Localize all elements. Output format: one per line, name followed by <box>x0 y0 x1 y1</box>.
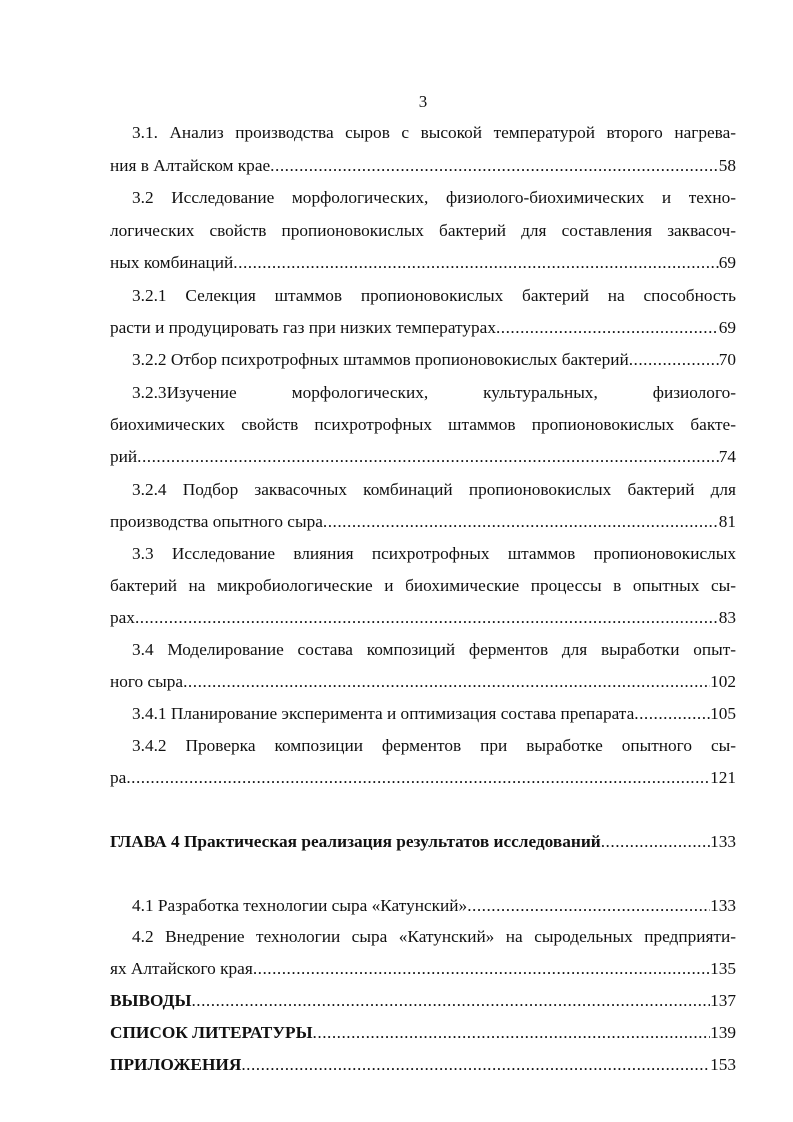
toc-line: биохимических свойств психротрофных штаммов пропионовокислых бакте- <box>110 415 736 434</box>
page-number: 3 <box>418 92 428 111</box>
leader-dots <box>253 957 710 981</box>
toc-line: 3.1. Анализ производства сыров с высокой температурой второго нагрева- <box>132 123 736 142</box>
toc-page-number: 153 <box>710 1055 736 1074</box>
toc-line: бактерий на микробиологические и биохимические процессы в опытных сы- <box>110 576 736 595</box>
leader-dots <box>137 445 719 469</box>
toc-page-number: 121 <box>710 768 736 787</box>
toc-entry-text: 3.4.1 Планирование эксперимента и оптимизация состава препарата <box>132 704 635 723</box>
toc-line: 3.4.2 Проверка композиции ферментов при выработке опытного сы- <box>132 736 736 755</box>
toc-page-number: 139 <box>710 1023 736 1042</box>
toc-entry-text: ях Алтайского края <box>110 959 253 978</box>
toc-entry-text: ного сыра <box>110 672 184 691</box>
toc-line: 4.2 Внедрение технологии сыра «Катунский» на сыродельных предприяти- <box>132 927 736 946</box>
toc-entry[interactable] <box>110 316 736 340</box>
toc-entry-text: ра <box>110 768 127 787</box>
leader-dots <box>135 606 719 630</box>
leader-dots <box>241 1053 710 1077</box>
section-entry-appendices[interactable] <box>110 1053 736 1077</box>
leader-dots <box>270 154 719 178</box>
toc-page-number: 69 <box>718 318 736 337</box>
leader-dots <box>601 830 710 854</box>
section-entry-conclusions[interactable] <box>110 989 736 1013</box>
toc-page-number: 83 <box>718 608 736 627</box>
toc-page-number: 70 <box>718 350 736 369</box>
toc-entry[interactable] <box>110 510 736 534</box>
toc-line: логических свойств пропионовокислых бактерий для составления заквасоч- <box>110 221 736 240</box>
leader-dots <box>313 1021 711 1045</box>
leader-dots <box>496 316 719 340</box>
toc-entry[interactable] <box>110 348 736 372</box>
leader-dots <box>191 989 710 1013</box>
toc-line: 3.2.4 Подбор заквасочных комбинаций пропионовокислых бактерий для <box>132 480 736 499</box>
leader-dots <box>467 894 710 918</box>
chapter-title: ГЛАВА 4 Практическая реализация результатов исследований <box>110 832 601 851</box>
toc-entry[interactable] <box>110 670 736 694</box>
toc-entry-text: рах <box>110 608 135 627</box>
toc-page-number: 58 <box>718 156 736 175</box>
toc-entry[interactable] <box>110 154 736 178</box>
toc-line: 3.2 Исследование морфологических, физиолого-биохимических и техно- <box>132 188 736 207</box>
toc-entry-text: производства опытного сыра <box>110 512 323 531</box>
toc-entry-text: расти и продуцировать газ при низких температурах <box>110 318 496 337</box>
toc-entry-text: ных комбинаций <box>110 253 234 272</box>
section-title: ВЫВОДЫ <box>110 991 192 1010</box>
toc-entry[interactable] <box>110 445 736 469</box>
toc-entry[interactable] <box>110 251 736 275</box>
toc-page-number: 133 <box>710 896 736 915</box>
toc-page-number: 69 <box>718 253 736 272</box>
toc-page-number: 105 <box>710 704 736 723</box>
toc-page-number: 137 <box>710 991 736 1010</box>
toc-line: 3.2.1 Селекция штаммов пропионовокислых бактерий на способность <box>132 286 736 305</box>
leader-dots <box>634 702 710 726</box>
leader-dots <box>183 670 710 694</box>
toc-page-number: 74 <box>718 447 736 466</box>
toc-line: 3.3 Исследование влияния психротрофных штаммов пропионовокислых <box>132 544 736 563</box>
section-entry-references[interactable] <box>110 1021 736 1045</box>
leader-dots <box>126 766 710 790</box>
toc-entry[interactable] <box>110 894 736 918</box>
toc-entry[interactable] <box>110 702 736 726</box>
toc-entry-text: рий <box>110 447 138 466</box>
leader-dots <box>323 510 719 534</box>
toc-page-number: 81 <box>718 512 736 531</box>
toc-entry-text: 4.1 Разработка технологии сыра «Катунский» <box>132 896 468 915</box>
leader-dots <box>629 348 719 372</box>
toc-page-number: 135 <box>710 959 736 978</box>
toc-entry[interactable] <box>110 957 736 981</box>
toc-line: 3.4 Моделирование состава композиций ферментов для выработки опыт- <box>132 640 736 659</box>
toc-entry[interactable] <box>110 606 736 630</box>
leader-dots <box>233 251 718 275</box>
toc-entry-text: ния в Алтайском крае <box>110 156 271 175</box>
toc-page-number: 102 <box>710 672 736 691</box>
section-title: ПРИЛОЖЕНИЯ <box>110 1055 242 1074</box>
section-title: СПИСОК ЛИТЕРАТУРЫ <box>110 1023 313 1042</box>
toc-entry-text: 3.2.2 Отбор психротрофных штаммов пропионовокислых бактерий <box>132 350 629 369</box>
toc-line: 3.2.3Изучение морфологических, культуральных, физиолого- <box>132 383 736 402</box>
chapter-entry[interactable] <box>110 830 736 854</box>
toc-entry[interactable] <box>110 766 736 790</box>
toc-page-number: 133 <box>710 832 736 851</box>
